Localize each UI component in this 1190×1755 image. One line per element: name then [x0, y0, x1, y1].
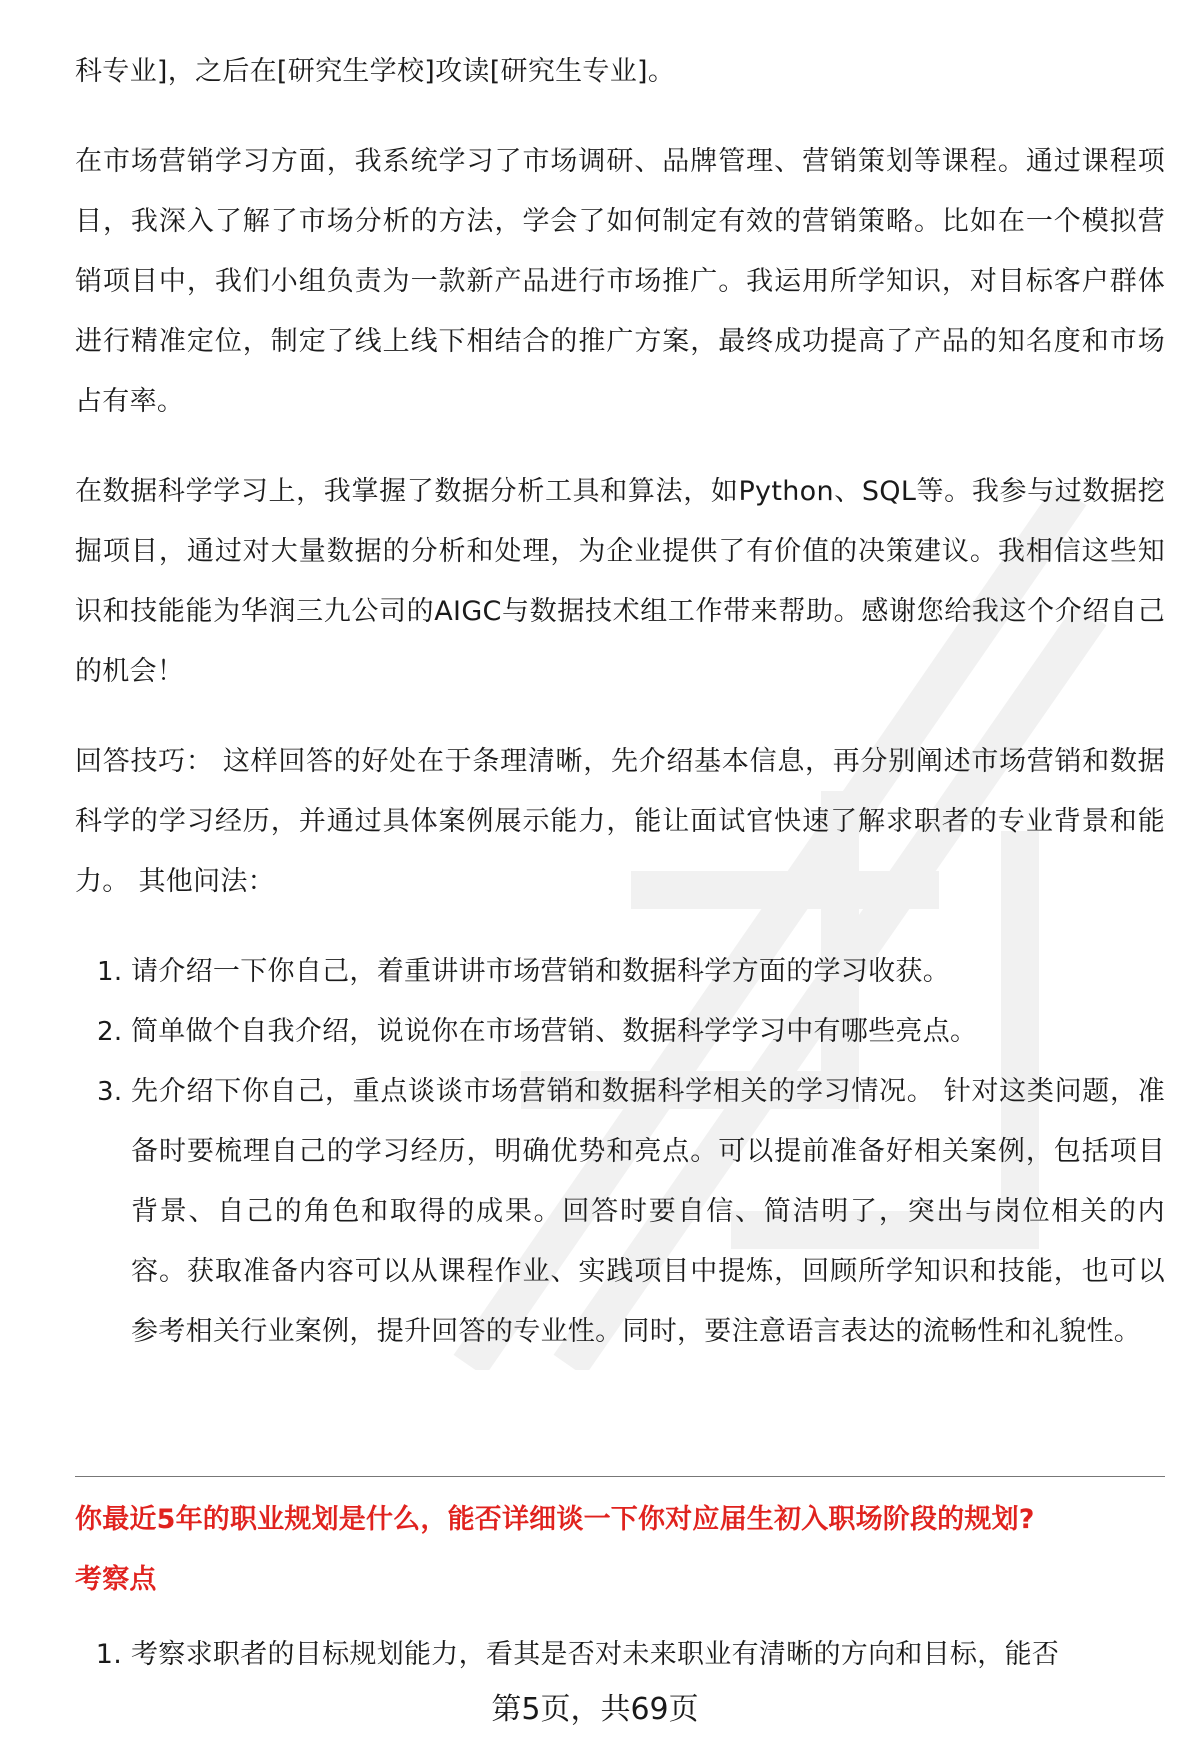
- inspection-points-list: [75, 1625, 1190, 1685]
- paragraph-education: 科专业]，之后在[研究生学校]攻读[研究生专业]。: [75, 56, 676, 87]
- list-item: 1. 请介绍一下你自己，着重讲讲市场营销和数据科学方面的学习收获。: [131, 942, 1165, 1002]
- list-item: 1. 考察求职者的目标规划能力，看其是否对未来职业有清晰的方向和目标，能否: [131, 1625, 1190, 1685]
- list-item: 2. 简单做个自我介绍，说说你在市场营销、数据科学学习中有哪些亮点。: [131, 1002, 1165, 1062]
- question-heading: [75, 1490, 1165, 1610]
- page-number: 第5页，共69页: [491, 1692, 699, 1727]
- question-title: 你最近5年的职业规划是什么，能否详细谈一下你对应届生初入职场阶段的规划?: [75, 1504, 1035, 1535]
- section-label: 考察点: [75, 1564, 157, 1595]
- main-content: [75, 42, 1165, 1362]
- section-divider: [75, 1476, 1165, 1477]
- other-questions-list: [75, 942, 1165, 1362]
- paragraph-data-science: 在数据科学学习上，我掌握了数据分析工具和算法，如Python、SQL等。我参与过数据挖掘项目，通过对大量数据的分析和处理，为企业提供了有价值的决策建议。我相信这些知识和技能能为华润三九公司的AIGC与数据技术组工作带来帮助。感谢您给我这个介绍自己的机会！: [75, 476, 1165, 687]
- paragraph-marketing: 在市场营销学习方面，我系统学习了市场调研、品牌管理、营销策划等课程。通过课程项目，我深入了解了市场分析的方法，学会了如何制定有效的营销策略。比如在一个模拟营销项目中，我们小组负责为一款新产品进行市场推广。我运用所学知识，对目标客户群体进行精准定位，制定了线上线下相结合的推广方案，最终成功提高了产品的知名度和市场占有率。: [75, 146, 1165, 417]
- list-item: 3. 先介绍下你自己，重点谈谈市场营销和数据科学相关的学习情况。 针对这类问题，准备时要梳理自己的学习经历，明确优势和亮点。可以提前准备好相关案例，包括项目背景、自己的角色和取得的成果。回答时要自信、简洁明了，突出与岗位相关的内容。获取准备内容可以从课程作业、实践项目中提炼，回顾所学知识和技能，也可以参考相关行业案例，提升回答的专业性。同时，要注意语言表达的流畅性和礼貌性。: [131, 1062, 1165, 1362]
- paragraph-answer-tips: 回答技巧： 这样回答的好处在于条理清晰，先介绍基本信息，再分别阐述市场营销和数据科学的学习经历，并通过具体案例展示能力，能让面试官快速了解求职者的专业背景和能力。 其他问法：: [75, 746, 1165, 897]
